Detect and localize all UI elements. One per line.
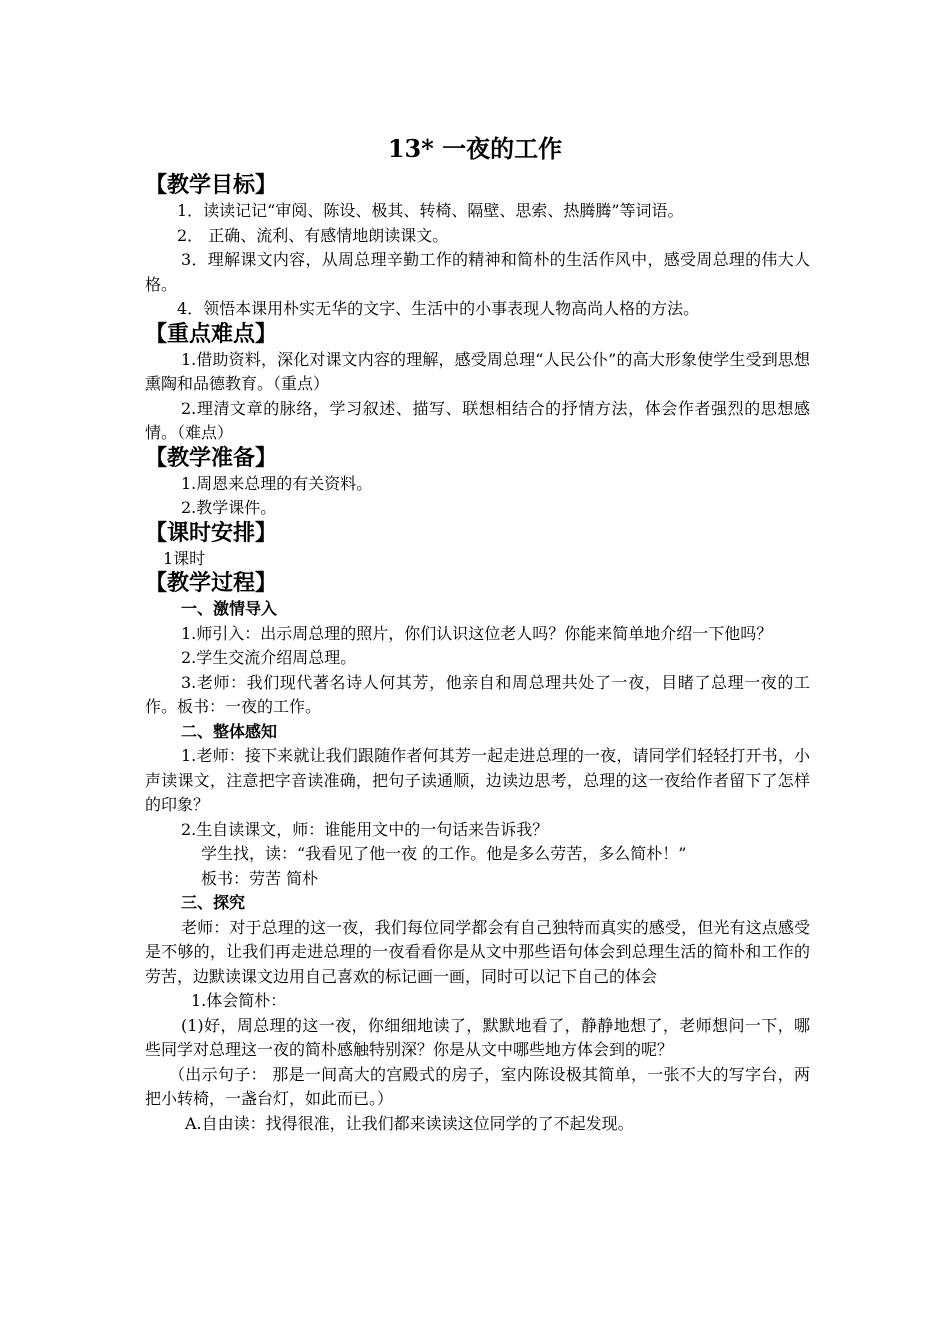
- objective-item: 2． 正确、流利、有感情地朗读课文。: [177, 225, 449, 245]
- process-item: 2.学生交流介绍周总理。: [181, 648, 357, 667]
- heading-objectives: 【教学目标】: [145, 173, 278, 198]
- process-part-title: 三、探究: [181, 893, 246, 912]
- key-point-item: 2.理清文章的脉络，学习叙述、描写、联想相结合的抒情方法，体会作者强烈的思想感情。（难点）: [145, 398, 810, 442]
- key-point-item: 1.借助资料，深化对课文内容的理解，感受周总理“人民公仆”的高大形象使学生受到思想熏陶和品德教育。（重点）: [145, 349, 810, 393]
- student-find-text: 学生找，读：“我看见了他一夜 的工作。他是多么劳苦，多么简朴！”: [201, 844, 687, 863]
- heading-key-points: 【重点难点】: [145, 321, 278, 347]
- sub-heading-text: 1.体会简朴：: [191, 991, 287, 1010]
- schedule-text: 1课时: [163, 548, 206, 568]
- teacher-text: 老师：对于总理的这一夜，我们每位同学都会有自己独特而真实的感受，但光有这点感受是不够的，让我们再走进总理的一夜看看你是从文中那些语句体会到总理生活的简朴和工作的劳苦，边默读课文边用自己喜欢的标记画一画，同时可以记下自己的体会: [145, 917, 810, 986]
- objective-item: 4．领悟本课用朴实无华的文字、生活中的小事表现人物高尚人格的方法。: [177, 299, 700, 318]
- board-text: 板书：劳苦 简朴: [201, 868, 319, 888]
- sentence-text: （出示句子： 那是一间高大的宫殿式的房子，室内陈设极其简单，一张不大的写字台，两把小转椅，一盏台灯，如此而已。）: [145, 1064, 810, 1108]
- preparation-item: 2.教学课件。: [181, 498, 277, 517]
- process-part-title: 一、激情导入: [181, 599, 278, 618]
- process-item: 2.生自读课文，师：谁能用文中的一句话来告诉我？: [181, 819, 549, 839]
- heading-process: 【教学过程】: [145, 571, 278, 596]
- document-body: [145, 173, 810, 1136]
- process-item: 3.老师：我们现代著名诗人何其芳，他亲自和周总理共处了一夜，目睹了总理一夜的工作。板书：一夜的工作。: [145, 672, 810, 716]
- objective-item: 1．读读记记“审阅、陈设、极其、转椅、隔壁、思索、热腾腾”等词语。: [177, 201, 684, 220]
- process-item: 1.老师：接下来就让我们跟随作者何其芳一起走进总理的一夜，请同学们轻轻打开书，小声读课文，注意把字音读准确，把句子读通顺，边读边思考，总理的这一夜给作者留下了怎样的印象？: [145, 746, 810, 814]
- reading-instruction: A.自由读：找得很准，让我们都来读读这位同学的了不起发现。: [185, 1113, 634, 1133]
- process-part-title: 二、整体感知: [181, 721, 278, 741]
- heading-schedule: 【课时安排】: [145, 520, 278, 546]
- heading-preparation: 【教学准备】: [145, 445, 278, 471]
- document-title: 13* 一夜的工作: [387, 134, 563, 163]
- question-text: (1)好，周总理的这一夜，你细细地读了，默默地看了，静静地想了，老师想问一下，哪些同学对总理这一夜的简朴感触特别深？你是从文中哪些地方体会到的呢？: [145, 1015, 810, 1059]
- preparation-item: 1.周恩来总理的有关资料。: [181, 473, 373, 493]
- objective-item: 3．理解课文内容，从周总理辛勤工作的精神和简朴的生活作风中，感受周总理的伟大人格。: [145, 250, 810, 294]
- process-item: 1.师引入：出示周总理的照片，你们认识这位老人吗？你能来简单地介绍一下他吗？: [181, 623, 773, 643]
